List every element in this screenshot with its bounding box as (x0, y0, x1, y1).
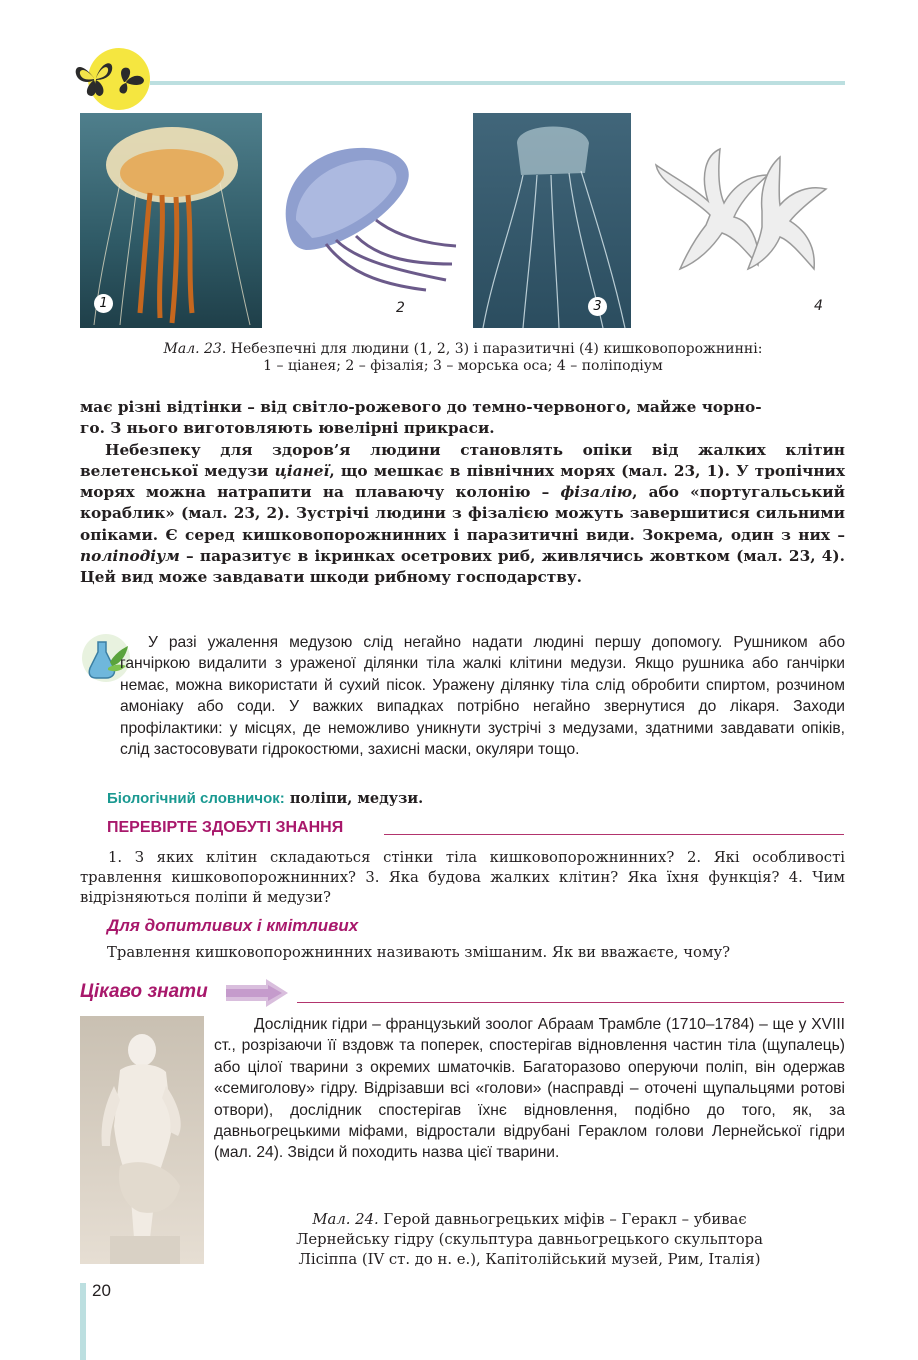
photo-sea-wasp (473, 113, 631, 328)
paragraph-2-part-a: Небезпеку для здоров’я людини становлять опіки від жалких клітин велетенської медузи (80, 440, 845, 480)
paragraph-1-line-1: має різні відтінки – від світло-рожевого до темно-червоного, майже чорно- (80, 398, 762, 416)
dictionary-line (107, 788, 423, 807)
figure-label-3: 3 (588, 297, 607, 316)
interesting-rule (297, 1002, 844, 1003)
caption-24-line-1: Герой давньогрецьких міфів – Геракл – убиває (383, 1211, 747, 1228)
caption-line-1: Небезпечні для людини (1, 2, 3) і паразитичні (4) кишковопорожнинні: (230, 341, 763, 357)
first-aid-text: У разі ужалення медузою слід негайно надати людині першу допомогу. Рушником або ганчіркою видалити з ураженої ділянки тіла жалкі клітини медузи. Якщо рушника або ганчірки немає, можна використати й сухий пісок. Уражену ділянку тіла слід обробити спиртом, розчином амоніаку або соди. У важких випадках потрібно негайно звернутися до лікаря. Заходи профілактики: у місцях, де неможливо уникнути зустрічі з медузами, здатними завдавати опіків, слід застосовувати гідрокостюми, захисні маски, окуляри тощо. (120, 634, 845, 759)
caption-24-line-2: Лернейську гідру (скульптура давньогрецького скульптора (296, 1231, 763, 1248)
figure-label-2: 2 (396, 300, 405, 316)
term-physalia: фізалію (560, 483, 633, 502)
paragraph-2-part-d: – паразитує в ікринках осетрових риб, живлячись жовтком (мал. 23, 4). Цей вид може завдавати шкоди рибному господарству. (80, 547, 845, 587)
photo-polypodium (650, 145, 830, 285)
paragraph-2-part-c: , або «португальський кораблик» (мал. 23, 2). Зустрічі людини з фізалією можуть завершитися сильними опіками. Є серед кишковопорожнинних і паразитичні види. Зокрема, один з них – (80, 483, 845, 544)
dictionary-words: поліпи, медузи. (289, 790, 424, 807)
photo-physalia (276, 140, 460, 300)
figure-23-caption (80, 341, 846, 375)
caption-24-label: Мал. 24. (312, 1211, 379, 1228)
curious-question: Травлення кишковопорожнинних називають змішаним. Як ви вважаєте, чому? (107, 944, 731, 961)
photo-heracles-statue (80, 1016, 204, 1264)
paragraph-2 (80, 440, 845, 589)
check-questions: 1. З яких клітин складаються стінки тіла кишковопорожнинних? 2. Які особливості травлення кишковопорожнинних? 3. Яка будова жалких клітин? Яка їхня функція? 4. Чим відрізняються поліпи й медузи? (80, 849, 845, 906)
dictionary-label: Біологічний словничок: (107, 790, 285, 807)
paragraph-2-part-b: , що мешкає в північних морях (мал. 23, 1). У тропічних морях можна натрапити на плаваючу колонію – (80, 461, 845, 502)
term-cyanea: ціанеї (274, 461, 330, 480)
figure-label-4: 4 (814, 298, 823, 314)
curious-heading: Для допитливих і кмітливих (107, 916, 359, 935)
main-text (80, 397, 845, 589)
paragraph-1-line-2: го. З нього виготовляють ювелірні прикраси. (80, 419, 495, 438)
butterfly-icon (72, 52, 150, 104)
page-number: 20 (92, 1281, 111, 1300)
caption-line-2: 1 – ціанея; 2 – фізалія; 3 – морська оса; 4 – поліподіум (263, 358, 663, 374)
caption-24-line-3: Лісіппа (IV ст. до н. е.), Капітолійський музей, Рим, Італія) (298, 1251, 761, 1268)
check-knowledge-rule (384, 834, 844, 835)
figure-24-caption (214, 1210, 845, 1270)
term-polypodium: поліподіум (80, 547, 180, 566)
header-rule (150, 81, 845, 85)
interesting-heading: Цікаво знати (80, 981, 208, 1002)
caption-label: Мал. 23. (163, 341, 227, 357)
figure-label-1: 1 (94, 294, 113, 313)
interesting-text: Дослідник гідри – французький зоолог Абраам Трамбле (1710–1784) – ще у XVIII ст., розрізаючи її вздовж та поперек, спостерігав відновлення частин тіла (щупалець) або цілої тварини з окремих шматочків. Багаторазово оперуючи поліп, він одержав «семиголову» гідру. Відрізавши всі «голови» (насправді – оточені щупальцями ротові отвори), дослідник спостерігав їхнє відновлення, подібно до того, як, за давньогрецькими міфами, відростали відрубані Гераклом голови Лернейської гідри (мал. 24). Звідси й походить назва цієї тварини. (214, 1016, 845, 1162)
arrow-icon (226, 979, 288, 1007)
check-knowledge-heading: ПЕРЕВІРТЕ ЗДОБУТІ ЗНАННЯ (107, 819, 344, 836)
page-side-bar (80, 1283, 86, 1360)
photo-cyanea (80, 113, 262, 328)
paragraph-1 (80, 397, 845, 440)
